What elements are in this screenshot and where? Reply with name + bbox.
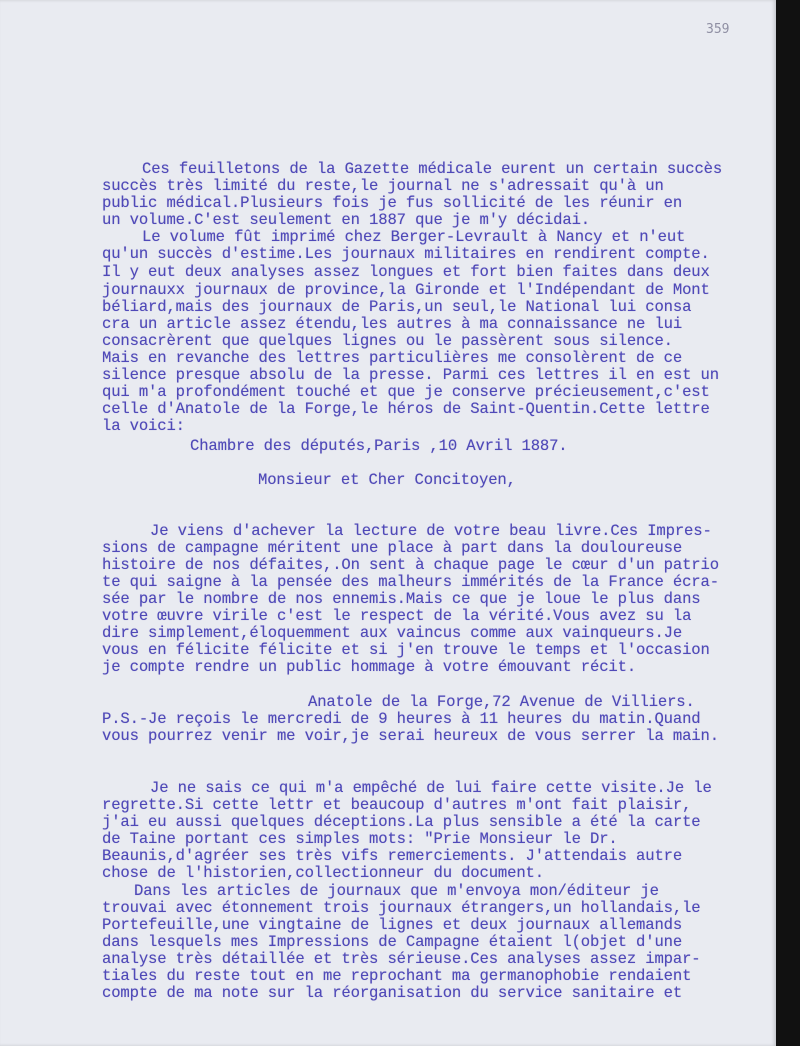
- page-number: 359: [706, 22, 730, 37]
- text-line: Portefeuille,une vingtaine de lignes et deux journaux allemands: [102, 916, 683, 934]
- text-line: Je viens d'achever la lecture de votre beau livre.Ces Impres-: [150, 522, 712, 540]
- text-line: consacrèrent que quelques lignes ou le passèrent sous silence.: [102, 332, 673, 350]
- text-line: te qui saigne à la pensée des malheurs immérités de la France écra-: [102, 573, 719, 591]
- text-line: chose de l'historien,collectionneur du document.: [102, 864, 544, 882]
- letter-signature: Anatole de la Forge,72 Avenue de Villiers.: [308, 693, 695, 711]
- text-line: je compte rendre un public hommage à votre émouvant récit.: [102, 658, 637, 676]
- text-line: qui m'a profondément touché et que je conserve précieusement,c'est: [102, 383, 710, 401]
- text-line: un volume.C'est seulement en 1887 que je m'y décidai.: [102, 211, 591, 229]
- text-line: silence presque absolu de la presse. Parmi ces lettres il en est un: [102, 366, 719, 384]
- text-line: béliard,mais des journaux de Paris,un seul,le National lui consa: [102, 298, 692, 316]
- text-line: qu'un succès d'estime.Les journaux militaires en rendirent compte.: [102, 245, 710, 263]
- text-line: regrette.Si cette lettr et beaucoup d'autres m'ont fait plaisir,: [102, 796, 692, 814]
- scan-dark-edge: [776, 0, 800, 1046]
- text-line: dire simplement,éloquemment aux vaincus comme aux vainqueurs.Je: [102, 624, 683, 642]
- text-line: compte de ma note sur la réorganisation du service sanitaire et: [102, 984, 683, 1002]
- text-line: dans lesquels mes Impressions de Campagne étaient l(objet d'une: [102, 933, 683, 951]
- text-line: celle d'Anatole de la Forge,le héros de Saint-Quentin.Cette lettre: [102, 400, 710, 418]
- text-line: succès très limité du reste,le journal ne s'adressait qu'à un: [102, 177, 664, 195]
- letter-header: Chambre des députés,Paris ,10 Avril 1887.: [190, 437, 568, 455]
- text-line: analyse très détaillée et très sérieuse.Ces analyses assez impar-: [102, 950, 701, 968]
- text-line: Je ne sais ce qui m'a empêché de lui faire cette visite.Je le: [150, 779, 712, 797]
- text-line: tiales du reste tout en me reprochant ma germanophobie rendaient: [102, 967, 692, 985]
- text-line: vous en félicite félicite et si j'en trouve le temps et l'occasion: [102, 641, 710, 659]
- text-line: Mais en revanche des lettres particulières me consolèrent de ce: [102, 349, 683, 367]
- text-line: histoire de nos défaites,.On sent à chaque page le cœur d'un patrio: [102, 556, 719, 574]
- text-line: P.S.-Je reçois le mercredi de 9 heures à 11 heures du matin.Quand: [102, 710, 701, 728]
- text-line: Il y eut deux analyses assez longues et fort bien faites dans deux: [102, 263, 710, 281]
- text-line: Beaunis,d'agréer ses très vifs remerciements. J'attendais autre: [102, 847, 683, 865]
- text-line: journauxx journaux de province,la Gironde et l'Indépendant de Mont: [102, 281, 710, 299]
- text-line: j'ai eu aussi quelques déceptions.La plus sensible a été la carte: [102, 813, 701, 831]
- text-line: sée par le nombre de nos ennemis.Mais ce que je loue le plus dans: [102, 590, 701, 608]
- text-line: de Taine portant ces simples mots: "Prie Monsieur le Dr.: [102, 830, 618, 848]
- letter-salutation: Monsieur et Cher Concitoyen,: [258, 471, 516, 489]
- text-line: la voici:: [102, 417, 185, 435]
- text-line: votre œuvre virile c'est le respect de la vérité.Vous avez su la: [102, 607, 692, 625]
- text-line: Le volume fût imprimé chez Berger-Levrault à Nancy et n'eut: [142, 228, 686, 246]
- text-line: cra un article assez étendu,les autres à ma connaissance ne lui: [102, 315, 683, 333]
- text-line: sions de campagne méritent une place à part dans la douloureuse: [102, 539, 683, 557]
- text-line: public médical.Plusieurs fois je fus sollicité de les réunir en: [102, 194, 683, 212]
- text-line: Ces feuilletons de la Gazette médicale eurent un certain succès: [142, 160, 723, 178]
- text-line: trouvai avec étonnement trois journaux étrangers,un hollandais,le: [102, 899, 701, 917]
- text-line: vous pourrez venir me voir,je serai heureux de vous serrer la main.: [102, 727, 719, 745]
- text-line: Dans les articles de journaux que m'envoya mon/éditeur je: [134, 882, 659, 900]
